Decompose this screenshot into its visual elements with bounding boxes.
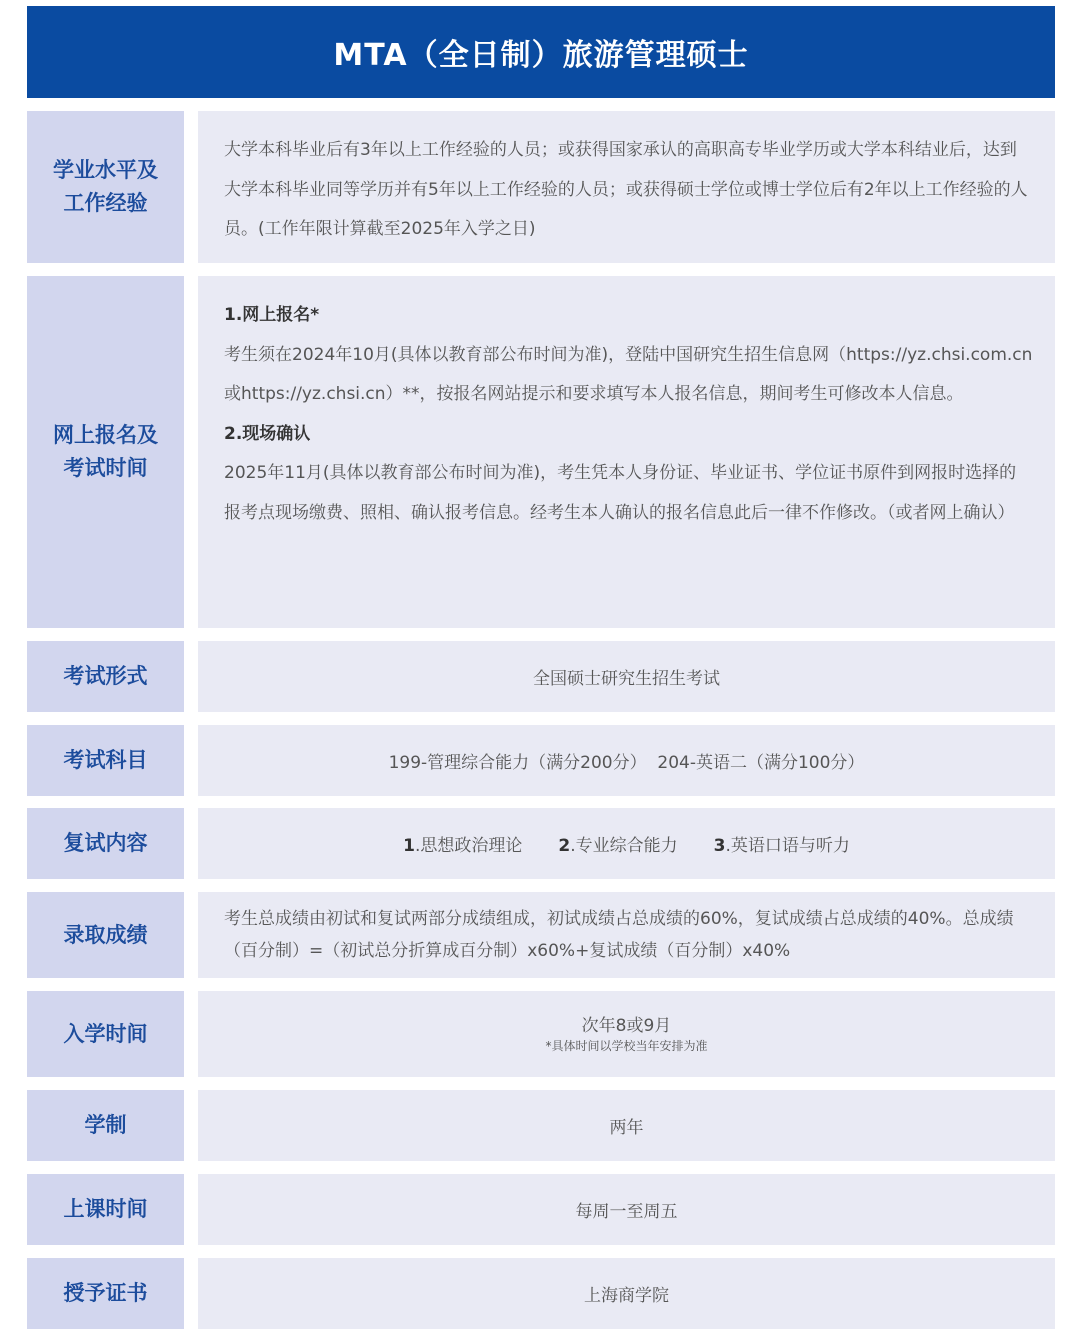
row-reexam-content [27,808,1055,879]
row-class-time [27,1174,1055,1245]
onsite-confirmation-text: 2025年11月(具体以教育部公布时间为准)，考生凭本人身份证、毕业证书、学位证书原件到网报时选择的报考点现场缴费、照相、确认报考信息。经考生本人确认的报名信息此后一律不作修改。（或者网上确认） [224,463,1017,523]
content-cell [198,1090,1055,1161]
content-cell [198,991,1055,1077]
row-label: 复试内容 [63,831,148,855]
row-label: 入学时间 [63,1021,148,1046]
label-cell [27,808,184,879]
row-registration [27,276,1055,628]
row-education-experience [27,111,1055,263]
row-label: 授予证书 [63,1281,148,1305]
content-cell [198,808,1055,879]
admission-score-text: 考生总成绩由初试和复试两部分成绩组成，初试成绩占总成绩的60%，复试成绩占总成绩的40%。总成绩（百分制）=（初试总分折算成百分制）x60%+复试成绩（百分制）x40% [224,909,1014,961]
row-label: 录取成绩 [63,922,148,947]
reexam-item: 1.思想政治理论 [403,836,523,856]
row-enrollment-time [27,991,1055,1077]
certificate-text: 上海商学院 [584,1286,669,1306]
label-cell [27,725,184,796]
content-cell [198,892,1055,978]
row-duration [27,1090,1055,1161]
label-cell [27,1090,184,1161]
online-registration-heading: 1.网上报名* [224,305,320,325]
content-cell [198,725,1055,796]
content-cell [198,1174,1055,1245]
onsite-confirmation-heading: 2.现场确认 [224,423,311,444]
label-cell [27,1258,184,1329]
row-label: 学业水平及 工作经验 [53,158,158,215]
row-label: 学制 [84,1113,127,1137]
row-label: 网上报名及 考试时间 [53,423,158,480]
row-admission-score [27,892,1055,978]
content-cell [198,641,1055,712]
enrollment-note: *具体时间以学校当年安排为准 [545,1039,708,1053]
exam-subjects-text: 199-管理综合能力（满分200分） 204-英语二（满分100分） [388,753,865,773]
content-cell [198,1258,1055,1329]
content-cell [198,276,1055,628]
row-label: 上课时间 [63,1197,148,1221]
reexam-items [403,831,850,856]
reexam-item: 3.英语口语与听力 [713,836,850,856]
content-cell [198,111,1055,263]
page-header [27,6,1055,98]
label-cell [27,111,184,263]
label-cell [27,1174,184,1245]
class-time-text: 每周一至周五 [575,1202,678,1222]
row-certificate [27,1258,1055,1329]
page-title: MTA（全日制）旅游管理硕士 [333,38,749,73]
reexam-item: 2.专业综合能力 [558,836,678,856]
label-cell [27,641,184,712]
exam-format-text: 全国硕士研究生招生考试 [533,669,720,689]
duration-text: 两年 [609,1118,644,1138]
requirement-text: 大学本科毕业后有3年以上工作经验的人员；或获得国家承认的高职高专毕业学历或大学本科结业后，达到大学本科毕业同等学历并有5年以上工作经验的人员；或获得硕士学位或博士学位后有2年以上工作经验的人员。(工作年限计算截至2025年入学之日) [224,140,1028,239]
row-label: 考试科目 [63,748,148,772]
label-cell [27,276,184,628]
enrollment-time-text: 次年8或9月 [581,1016,672,1036]
row-label: 考试形式 [63,664,148,688]
label-cell [27,991,184,1077]
row-exam-format [27,641,1055,712]
online-registration-text: 考生须在2024年10月(具体以教育部公布时间为准)，登陆中国研究生招生信息网（https://yz.chsi.com.cn或https://yz.chsi.cn）**，按报名网站提示和要求填写本人报名信息，期间考生可修改本人信息。 [224,344,1033,404]
label-cell [27,892,184,978]
row-exam-subjects [27,725,1055,796]
